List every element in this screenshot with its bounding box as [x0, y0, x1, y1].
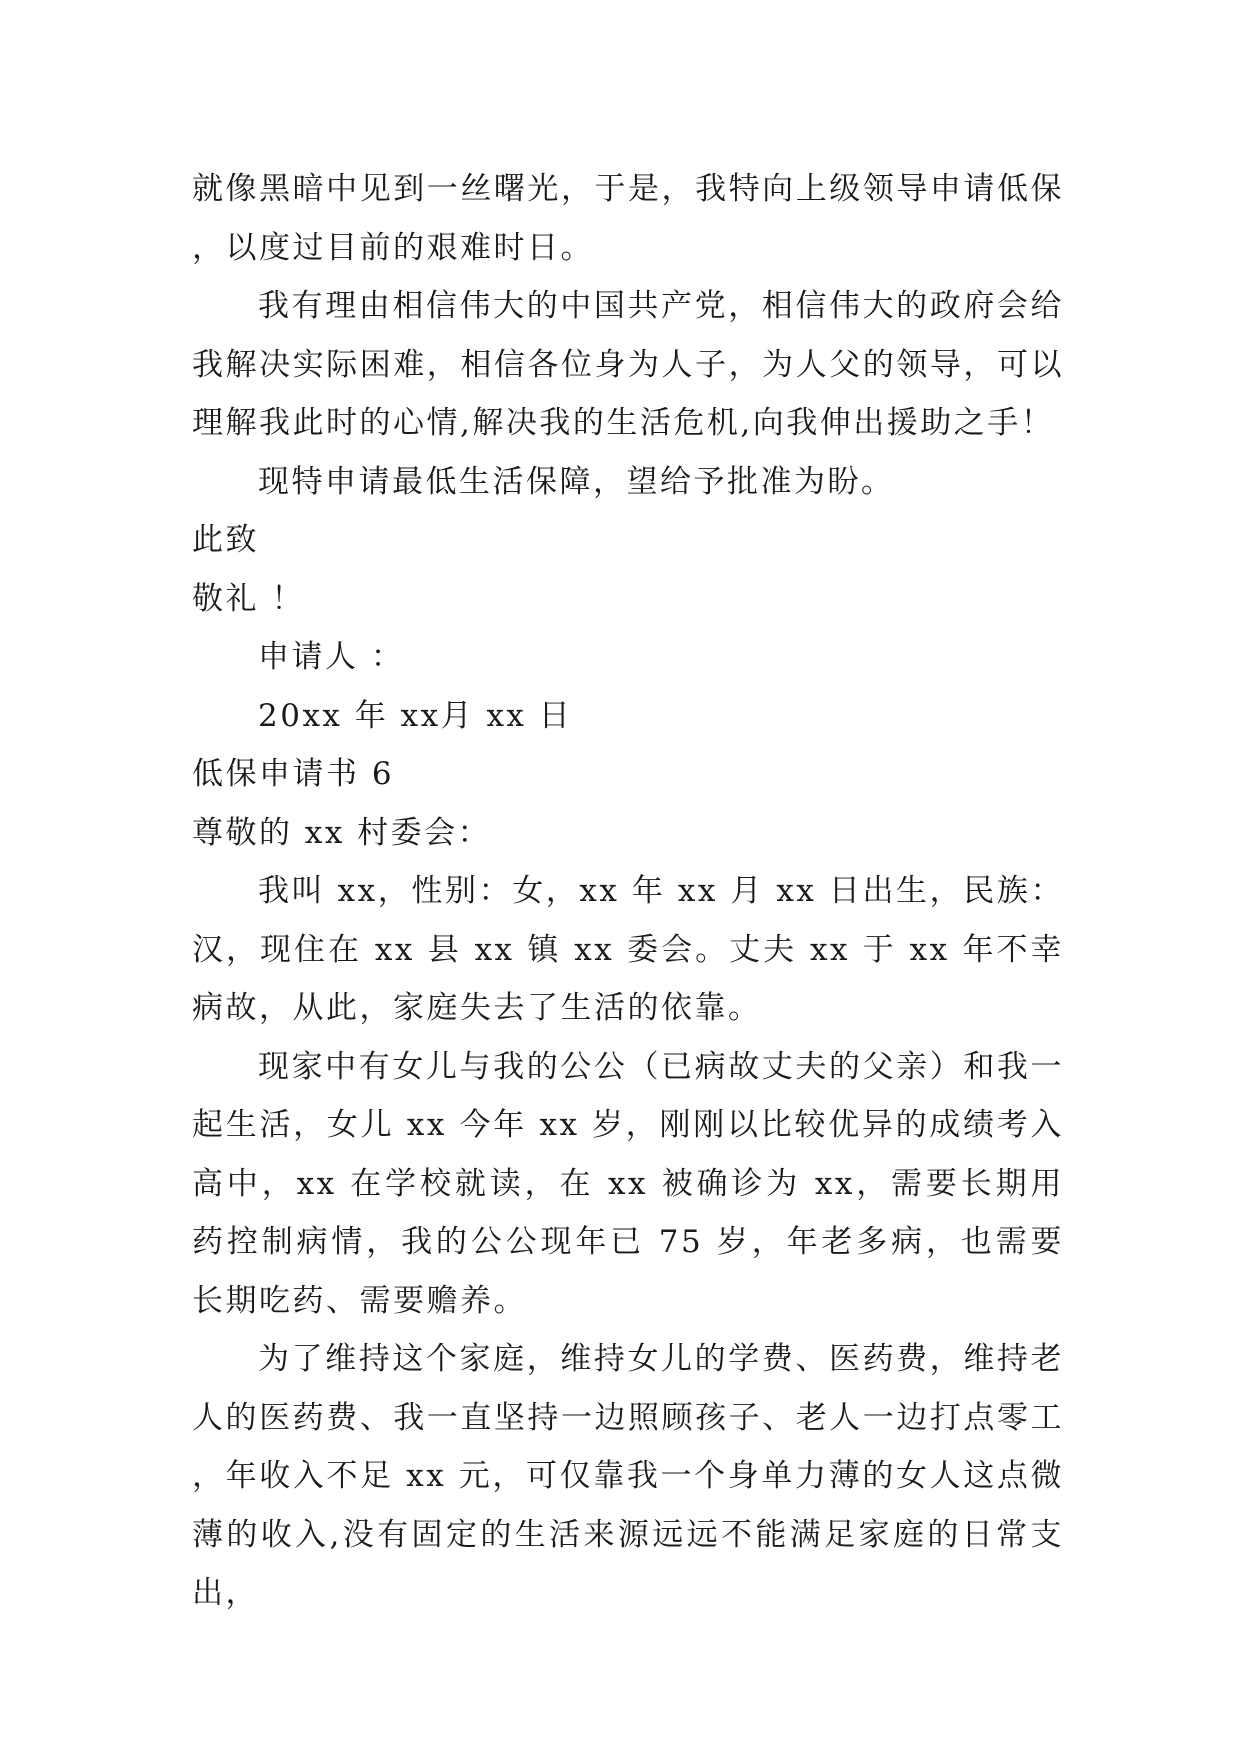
paragraph-continuation: 就像黑暗中见到一丝曙光，于是，我特向上级领导申请低保，以度过目前的艰难时日。: [192, 171, 1064, 266]
paragraph-request: 现特申请最低生活保障，望给予批准为盼。: [258, 463, 895, 500]
salutation-line: 尊敬的 xx 村委会：: [192, 814, 492, 851]
closing-line-2: 敬礼 ！: [192, 580, 305, 617]
date-line: 20xx 年 xx月 xx 日: [258, 697, 573, 734]
section-heading: 低保申请书 6: [192, 756, 395, 792]
applicant-line: 申请人 ：: [258, 639, 405, 675]
paragraph-income: 为了维持这个家庭，维持女儿的学费、医药费，维持老人的医药费、我一直坚持一边照顾孩子、老人一边打点零工，年收入不足 xx 元，可仅靠我一个身单力薄的女人这点微薄的收入,没有固定的生活来源远远不能满足家庭的日常支出，: [192, 1341, 1064, 1611]
paragraph-personal-info: 我叫 xx，性别：女，xx 年 xx 月 xx 日出生，民族：汉，现住在 xx 县 xx 镇 xx 委会。丈夫 xx 于 xx 年不幸病故，从此，家庭失去了生活的依靠。: [192, 873, 1064, 1026]
paragraph-family: 现家中有女儿与我的公公（已病故丈夫的父亲）和我一起生活，女儿 xx 今年 xx 岁，刚刚以比较优异的成绩考入高中，xx 在学校就读，在 xx 被确诊为 xx，需要长期用药控制病情，我的公公现年已 75 岁，年老多病，也需要长期吃药、需要赡养。: [192, 1048, 1064, 1319]
document-body: [192, 160, 1064, 1623]
closing-line-1: 此致: [192, 522, 259, 558]
paragraph-trust: 我有理由相信伟大的中国共产党，相信伟大的政府会给我解决实际困难，相信各位身为人子，为人父的领导，可以理解我此时的心情,解决我的生活危机,向我伸出援助之手！: [192, 288, 1064, 441]
